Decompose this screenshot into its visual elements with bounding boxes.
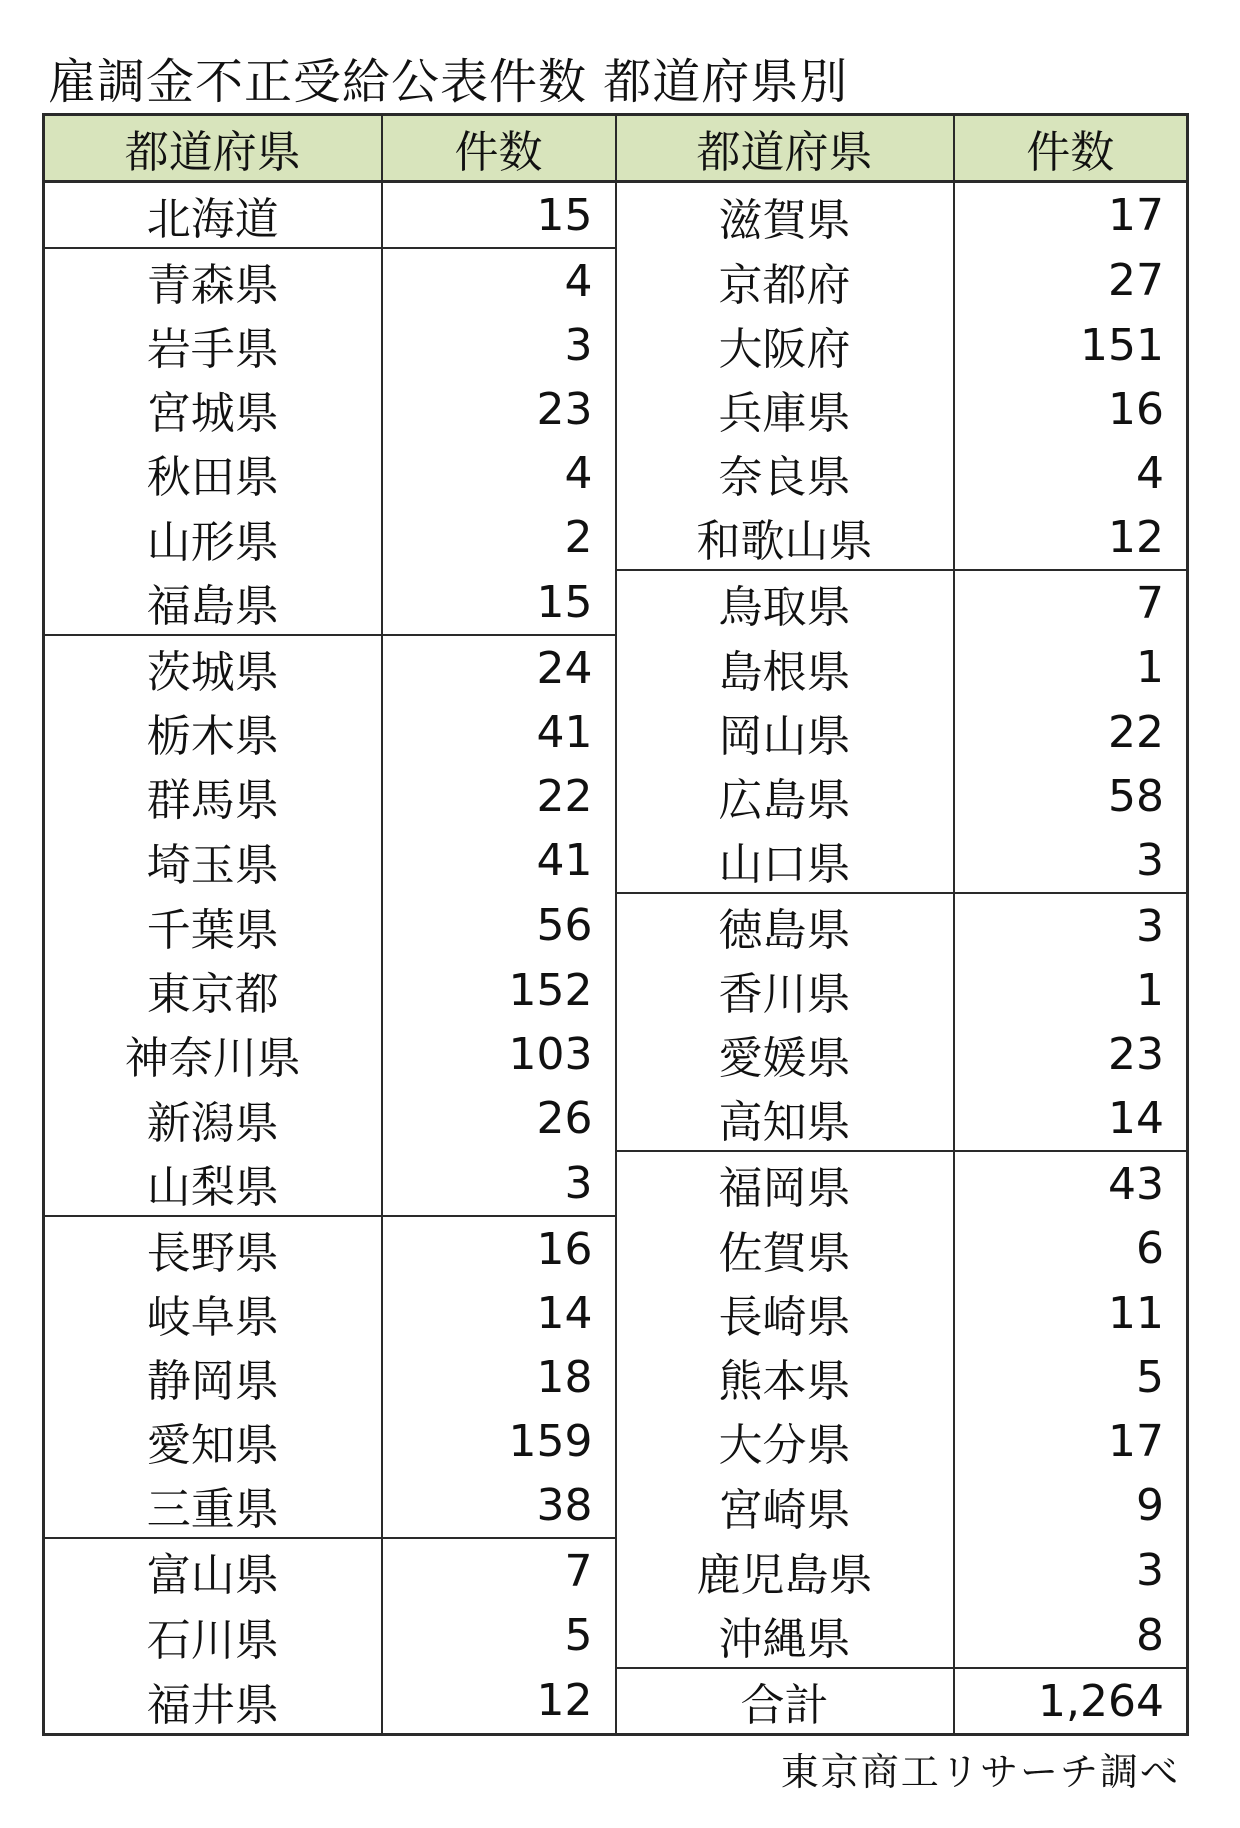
count-cell: 5 <box>382 1603 616 1668</box>
count-cell: 3 <box>382 1151 616 1216</box>
count-cell: 26 <box>382 1086 616 1151</box>
table-row <box>44 313 1188 377</box>
prefecture-cell: 富山県 <box>44 1538 382 1603</box>
count-cell: 152 <box>382 958 616 1022</box>
prefecture-cell: 島根県 <box>616 635 954 700</box>
prefecture-cell: 兵庫県 <box>616 377 954 441</box>
count-cell: 4 <box>382 248 616 313</box>
prefecture-cell: 大分県 <box>616 1409 954 1473</box>
count-cell: 38 <box>382 1473 616 1538</box>
count-cell: 41 <box>382 700 616 764</box>
prefecture-cell: 群馬県 <box>44 764 382 828</box>
table-row <box>44 1281 1188 1345</box>
count-cell: 16 <box>954 377 1188 441</box>
table-row <box>44 441 1188 505</box>
prefecture-cell: 福島県 <box>44 570 382 635</box>
prefecture-cell: 石川県 <box>44 1603 382 1668</box>
count-cell: 4 <box>954 441 1188 505</box>
prefecture-cell: 京都府 <box>616 248 954 313</box>
prefecture-cell: 山梨県 <box>44 1151 382 1216</box>
table-row <box>44 1603 1188 1668</box>
count-cell: 11 <box>954 1281 1188 1345</box>
table-title: 雇調金不正受給公表件数 都道府県別 <box>48 54 849 110</box>
prefecture-cell: 広島県 <box>616 764 954 828</box>
prefecture-cell: 静岡県 <box>44 1345 382 1409</box>
table-row <box>44 505 1188 570</box>
table-row <box>44 1538 1188 1603</box>
count-cell: 8 <box>954 1603 1188 1668</box>
prefecture-cell: 神奈川県 <box>44 1022 382 1086</box>
prefecture-cell: 大阪府 <box>616 313 954 377</box>
count-cell: 23 <box>954 1022 1188 1086</box>
header-prefecture-left: 都道府県 <box>44 115 382 182</box>
table-row <box>44 1473 1188 1538</box>
count-cell: 4 <box>382 441 616 505</box>
table-row <box>44 1086 1188 1151</box>
count-cell: 3 <box>382 313 616 377</box>
count-cell: 159 <box>382 1409 616 1473</box>
count-cell: 151 <box>954 313 1188 377</box>
count-cell: 3 <box>954 893 1188 958</box>
count-cell: 14 <box>954 1086 1188 1151</box>
header-count-right: 件数 <box>954 115 1188 182</box>
prefecture-cell: 沖縄県 <box>616 1603 954 1668</box>
prefecture-cell: 宮崎県 <box>616 1473 954 1538</box>
count-cell: 23 <box>382 377 616 441</box>
count-cell: 3 <box>954 828 1188 893</box>
count-cell: 103 <box>382 1022 616 1086</box>
count-cell: 7 <box>382 1538 616 1603</box>
table-row <box>44 182 1188 249</box>
prefecture-cell: 熊本県 <box>616 1345 954 1409</box>
prefecture-cell: 福岡県 <box>616 1151 954 1216</box>
table-row <box>44 1022 1188 1086</box>
table-row <box>44 764 1188 828</box>
count-cell: 15 <box>382 570 616 635</box>
prefecture-cell: 愛媛県 <box>616 1022 954 1086</box>
prefecture-cell: 茨城県 <box>44 635 382 700</box>
prefecture-cell: 長崎県 <box>616 1281 954 1345</box>
prefecture-cell: 長野県 <box>44 1216 382 1281</box>
prefecture-cell: 秋田県 <box>44 441 382 505</box>
prefecture-cell: 奈良県 <box>616 441 954 505</box>
header-count-left: 件数 <box>382 115 616 182</box>
prefecture-cell: 岡山県 <box>616 700 954 764</box>
prefecture-cell: 山形県 <box>44 505 382 570</box>
prefecture-cell: 北海道 <box>44 182 382 249</box>
prefecture-cell: 鳥取県 <box>616 570 954 635</box>
count-cell: 22 <box>382 764 616 828</box>
prefecture-count-table <box>42 113 1189 1736</box>
prefecture-cell: 東京都 <box>44 958 382 1022</box>
count-cell: 43 <box>954 1151 1188 1216</box>
prefecture-cell: 佐賀県 <box>616 1216 954 1281</box>
prefecture-cell: 滋賀県 <box>616 182 954 249</box>
count-cell: 12 <box>954 505 1188 570</box>
table-row <box>44 1216 1188 1281</box>
count-cell: 1,264 <box>954 1668 1188 1735</box>
prefecture-cell: 埼玉県 <box>44 828 382 893</box>
count-cell: 7 <box>954 570 1188 635</box>
prefecture-cell: 新潟県 <box>44 1086 382 1151</box>
count-cell: 5 <box>954 1345 1188 1409</box>
count-cell: 1 <box>954 635 1188 700</box>
count-cell: 9 <box>954 1473 1188 1538</box>
count-cell: 18 <box>382 1345 616 1409</box>
table-row <box>44 893 1188 958</box>
count-cell: 56 <box>382 893 616 958</box>
table-row <box>44 1668 1188 1735</box>
prefecture-cell: 千葉県 <box>44 893 382 958</box>
table-row <box>44 828 1188 893</box>
prefecture-cell: 栃木県 <box>44 700 382 764</box>
count-cell: 17 <box>954 182 1188 249</box>
table-row <box>44 1345 1188 1409</box>
prefecture-cell: 徳島県 <box>616 893 954 958</box>
count-cell: 6 <box>954 1216 1188 1281</box>
count-cell: 17 <box>954 1409 1188 1473</box>
prefecture-cell: 鹿児島県 <box>616 1538 954 1603</box>
table-row <box>44 1409 1188 1473</box>
count-cell: 16 <box>382 1216 616 1281</box>
source-note: 東京商工リサーチ調べ <box>780 1750 1180 1794</box>
prefecture-cell: 福井県 <box>44 1668 382 1735</box>
count-cell: 15 <box>382 182 616 249</box>
table-body <box>44 182 1188 1735</box>
table-row <box>44 1151 1188 1216</box>
table-row <box>44 635 1188 700</box>
prefecture-cell: 三重県 <box>44 1473 382 1538</box>
table-row <box>44 570 1188 635</box>
prefecture-cell: 宮城県 <box>44 377 382 441</box>
prefecture-cell: 合計 <box>616 1668 954 1735</box>
prefecture-cell: 山口県 <box>616 828 954 893</box>
table-row <box>44 700 1188 764</box>
prefecture-cell: 香川県 <box>616 958 954 1022</box>
count-cell: 27 <box>954 248 1188 313</box>
table-row <box>44 248 1188 313</box>
count-cell: 1 <box>954 958 1188 1022</box>
count-cell: 12 <box>382 1668 616 1735</box>
count-cell: 22 <box>954 700 1188 764</box>
count-cell: 14 <box>382 1281 616 1345</box>
table-row <box>44 377 1188 441</box>
header-prefecture-right: 都道府県 <box>616 115 954 182</box>
prefecture-cell: 高知県 <box>616 1086 954 1151</box>
prefecture-cell: 岐阜県 <box>44 1281 382 1345</box>
count-cell: 58 <box>954 764 1188 828</box>
prefecture-cell: 青森県 <box>44 248 382 313</box>
prefecture-cell: 愛知県 <box>44 1409 382 1473</box>
count-cell: 24 <box>382 635 616 700</box>
count-cell: 3 <box>954 1538 1188 1603</box>
count-cell: 41 <box>382 828 616 893</box>
prefecture-cell: 岩手県 <box>44 313 382 377</box>
header-row <box>44 115 1188 182</box>
prefecture-cell: 和歌山県 <box>616 505 954 570</box>
count-cell: 2 <box>382 505 616 570</box>
table-row <box>44 958 1188 1022</box>
